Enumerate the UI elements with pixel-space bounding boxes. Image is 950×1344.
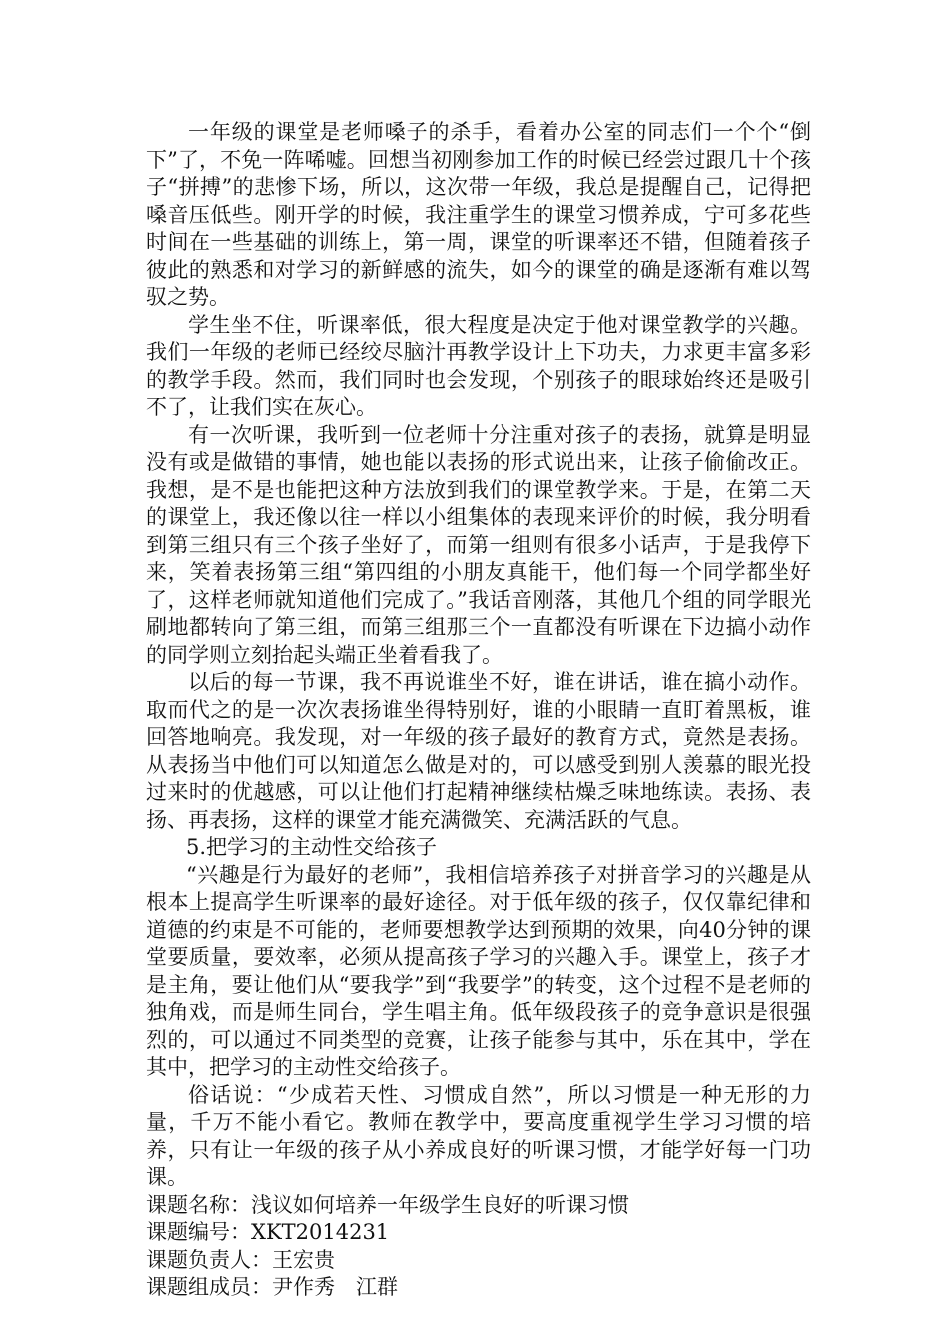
project-members: 课题组成员：尹作秀 江群	[146, 1275, 398, 1299]
project-number: 课题编号：XKT2014231	[146, 1220, 390, 1244]
paragraph-interest-teacher: “兴趣是行为最好的老师”，我相信培养孩子对拼音学习的兴趣是从根本上提高学生听课率的最好途径。对于低年级的孩子，仅仅靠纪律和道德的约束是不可能的，老师要想教学达到预期的效果，向40分钟的课堂要质量，要效率，必须从提高孩子学习的兴趣入手。课堂上，孩子才是主角，要让他们从“要我学”到“我要学”的转变，这个过程不是老师的独角戏，而是师生同台，学生唱主角。低年级段孩子的竞争意识是很强烈的，可以通过不同类型的竞赛，让孩子能参与其中，乐在其中，学在其中，把学习的主动性交给孩子。	[146, 862, 811, 1079]
document-page	[146, 119, 811, 1302]
paragraph-classroom-voice: 一年级的课堂是老师嗓子的杀手，看着办公室的同志们一个个“倒下”了，不免一阵唏嘘。回想当初刚参加工作的时候已经尝过跟几十个孩子“拼搏”的悲惨下场，所以，这次带一年级，我总是提醒自己，记得把嗓音压低些。刚开学的时候，我注重学生的课堂习惯养成，宁可多花些时间在一些基础的训练上，第一周，课堂的听课率还不错，但随着孩子彼此的熟悉和对学习的新鲜感的流失，如今的课堂的确是逐渐有难以驾驭之势。	[146, 120, 811, 309]
section-heading: 5.把学习的主动性交给孩子	[186, 835, 438, 859]
project-leader: 课题负责人：王宏贵	[146, 1247, 335, 1272]
project-title: 课题名称：浅议如何培养一年级学生良好的听课习惯	[146, 1192, 629, 1217]
paragraph-habit: 俗话说：“少成若天性、习惯成自然”，所以习惯是一种无形的力量，千万不能小看它。教师在教学中，要高度重视学生学习习惯的培养，只有让一年级的孩子从小养成良好的听课习惯，才能学好每一门功课。	[146, 1082, 811, 1189]
paragraph-attention-interest: 学生坐不住，听课率低，很大程度是决定于他对课堂教学的兴趣。我们一年级的老师已经绞尽脑汁再教学设计上下功夫，力求更丰富多彩的教学手段。然而，我们同时也会发现，个别孩子的眼球始终还是吸引不了，让我们实在灰心。	[146, 312, 811, 419]
paragraph-praise-method: 以后的每一节课，我不再说谁坐不好，谁在讲话，谁在搞小动作。取而代之的是一次次表扬谁坐得特别好，谁的小眼睛一直盯着黑板，谁回答地响亮。我发现，对一年级的孩子最好的教育方式，竟然是表扬。从表扬当中他们可以知道怎么做是对的，可以感受到别人羡慕的眼光投过来时的优越感，可以让他们打起精神继续枯燥乏味地练读。表扬、表扬、再表扬，这样的课堂才能充满微笑、充满活跃的气息。	[146, 670, 811, 832]
paragraph-praise-story: 有一次听课，我听到一位老师十分注重对孩子的表扬，就算是明显没有或是做错的事情，她也能以表扬的形式说出来，让孩子偷偷改正。我想，是不是也能把这种方法放到我们的课堂教学来。于是，在第二天的课堂上，我还像以往一样以小组集体的表现来评价的时候，我分明看到第三组只有三个孩子坐好了，而第一组则有很多小话声，于是我停下来，笑着表扬第三组“第四组的小朋友真能干，他们每一个同学都坐好了，这样老师就知道他们完成了。”我话音刚落，其他几个组的同学眼光刷地都转向了第三组，而第三组那三个一直都没有听课在下边搞小动作的同学则立刻抬起头端正坐着看我了。	[146, 422, 811, 667]
